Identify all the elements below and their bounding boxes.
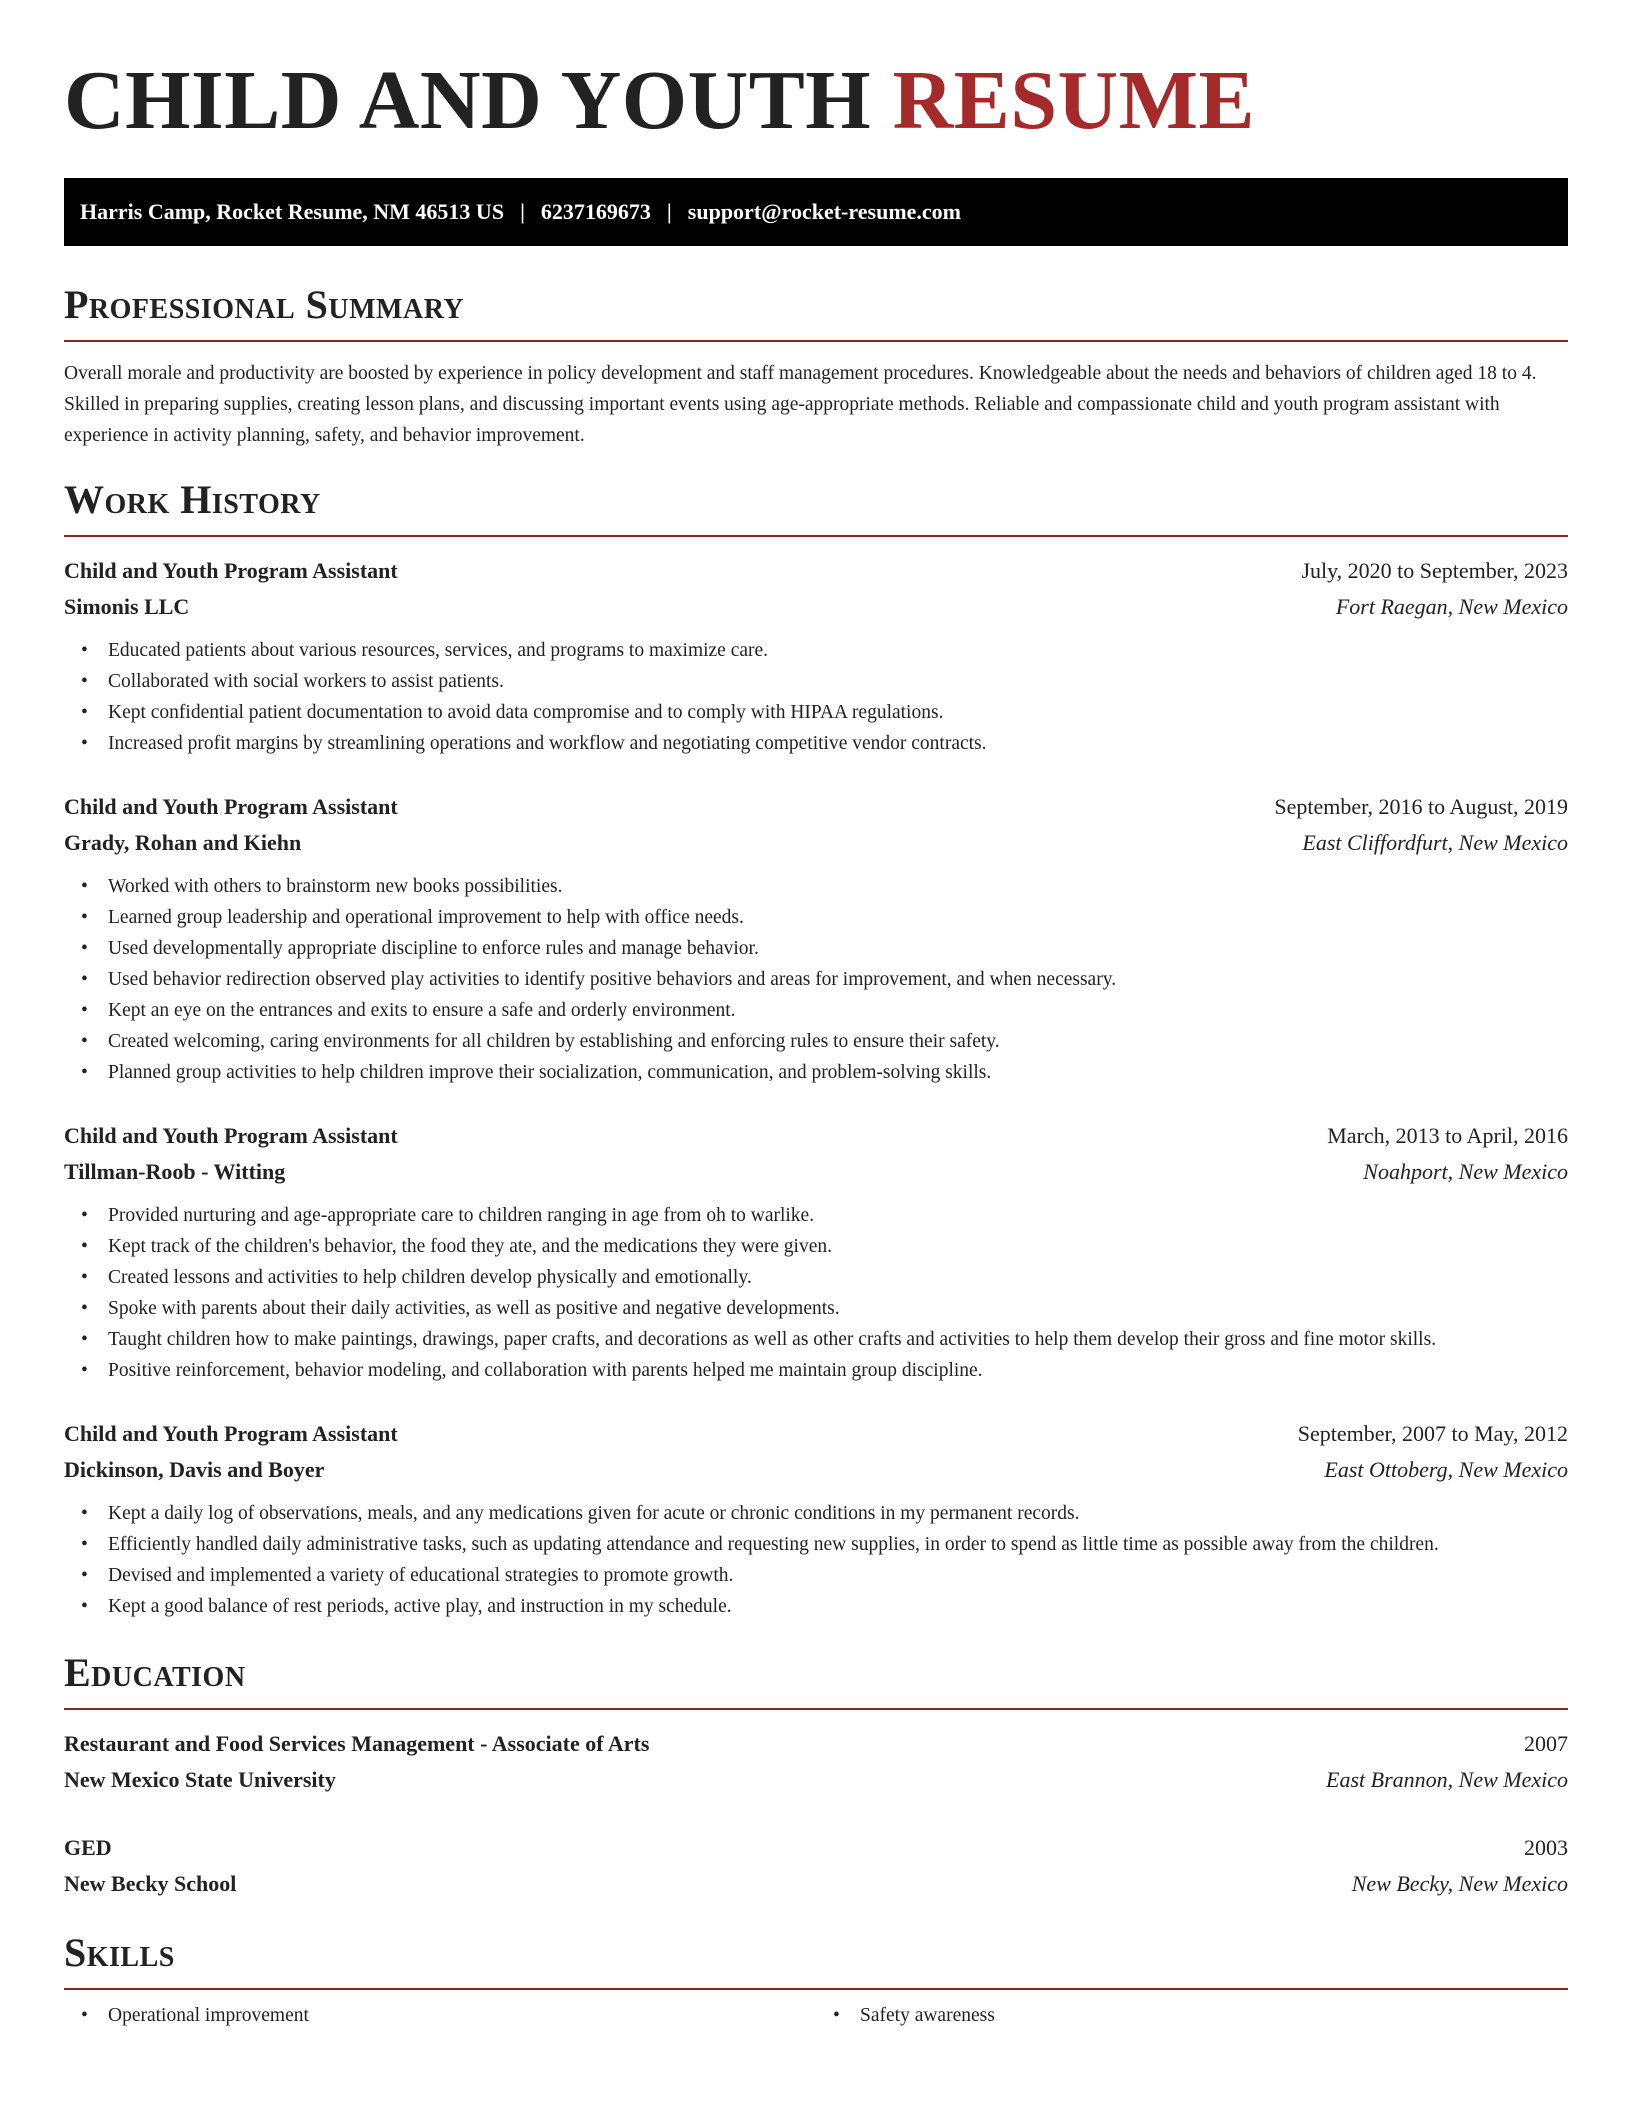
- job-bullets: [64, 1200, 1568, 1386]
- list-item: • Kept track of the children's behavior, the food they ate, and the medications they were given.: [108, 1231, 1568, 1262]
- education-heading: Education: [64, 1650, 246, 1695]
- summary-heading: Professional Summary: [64, 282, 465, 327]
- list-item: • Kept a daily log of observations, meals, and any medications given for acute or chronic conditions in my permanent records.: [108, 1498, 1568, 1529]
- list-item: • Operational improvement: [108, 2000, 816, 2031]
- list-item: • Used developmentally appropriate discipline to enforce rules and manage behavior.: [108, 933, 1568, 964]
- list-item: • Safety awareness: [860, 2000, 1568, 2031]
- job-company: Dickinson, Davis and Boyer: [64, 1457, 325, 1482]
- list-item: • Devised and implemented a variety of educational strategies to promote growth.: [108, 1560, 1568, 1591]
- job-title: Child and Youth Program Assistant: [64, 794, 398, 819]
- list-item: • Learned group leadership and operational improvement to help with office needs.: [108, 902, 1568, 933]
- list-item: • Educated patients about various resources, services, and programs to maximize care.: [108, 635, 1568, 666]
- job-location: Fort Raegan, New Mexico: [1335, 594, 1568, 619]
- education-degree: Restaurant and Food Services Management - Associate of Arts: [64, 1731, 650, 1756]
- contact-bar: [64, 178, 1568, 246]
- list-item: • Efficiently handled daily administrative tasks, such as updating attendance and requesting new supplies, in order to spend as little time as possible away from the children.: [108, 1529, 1568, 1560]
- job-dates: July, 2020 to September, 2023: [1301, 558, 1568, 583]
- job-company: Simonis LLC: [64, 594, 190, 619]
- list-item: • Created welcoming, caring environments for all children by establishing and enforcing rules to ensure their safety.: [108, 1026, 1568, 1057]
- job-dates: September, 2007 to May, 2012: [1297, 1421, 1568, 1446]
- section-divider: [64, 535, 1568, 537]
- title-main: CHILD AND YOUTH: [64, 54, 872, 147]
- job-bullets: [64, 871, 1568, 1088]
- list-item: • Spoke with parents about their daily activities, as well as positive and negative developments.: [108, 1293, 1568, 1324]
- education-location: New Becky, New Mexico: [1351, 1871, 1568, 1896]
- list-item: • Provided nurturing and age-appropriate care to children ranging in age from oh to warlike.: [108, 1200, 1568, 1231]
- list-item: • Kept an eye on the entrances and exits to ensure a safe and orderly environment.: [108, 995, 1568, 1026]
- list-item: • Increased profit margins by streamlining operations and workflow and negotiating competitive vendor contracts.: [108, 728, 1568, 759]
- skills-list-left: [64, 2000, 816, 2031]
- job-entry: [64, 553, 1568, 759]
- job-entry: [64, 789, 1568, 1088]
- job-bullets: [64, 635, 1568, 759]
- job-company: Grady, Rohan and Kiehn: [64, 830, 302, 855]
- list-item: • Kept a good balance of rest periods, active play, and instruction in my schedule.: [108, 1591, 1568, 1622]
- skills-heading: Skills: [64, 1930, 175, 1975]
- section-divider: [64, 1988, 1568, 1990]
- job-entry: [64, 1416, 1568, 1622]
- contact-email: support@rocket-resume.com: [687, 199, 961, 224]
- list-item: • Kept confidential patient documentation to avoid data compromise and to comply with HIPAA regulations.: [108, 697, 1568, 728]
- list-item: • Planned group activities to help children improve their socialization, communication, and problem-solving skills.: [108, 1057, 1568, 1088]
- contact-separator: |: [520, 199, 525, 224]
- list-item: • Collaborated with social workers to assist patients.: [108, 666, 1568, 697]
- job-bullets: [64, 1498, 1568, 1622]
- education-year: 2007: [1524, 1731, 1568, 1756]
- job-title: Child and Youth Program Assistant: [64, 558, 398, 583]
- job-company: Tillman-Roob - Witting: [64, 1159, 286, 1184]
- job-dates: September, 2016 to August, 2019: [1274, 794, 1568, 819]
- section-divider: [64, 1708, 1568, 1710]
- education-school: New Becky School: [64, 1871, 237, 1896]
- list-item: • Positive reinforcement, behavior modeling, and collaboration with parents helped me maintain group discipline.: [108, 1355, 1568, 1386]
- education-section: [64, 1650, 1568, 1902]
- list-item: • Taught children how to make paintings, drawings, paper crafts, and decorations as well as other crafts and activities to help them develop their gross and fine motor skills.: [108, 1324, 1568, 1355]
- contact-separator: |: [666, 199, 672, 224]
- education-school: New Mexico State University: [64, 1767, 336, 1792]
- job-dates: March, 2013 to April, 2016: [1327, 1123, 1568, 1148]
- work-section: [64, 477, 1568, 1622]
- list-item: • Worked with others to brainstorm new books possibilities.: [108, 871, 1568, 902]
- job-title: Child and Youth Program Assistant: [64, 1123, 398, 1148]
- section-divider: [64, 340, 1568, 342]
- work-heading: Work History: [64, 477, 321, 522]
- education-location: East Brannon, New Mexico: [1326, 1767, 1568, 1792]
- skills-list-right: [816, 2000, 1568, 2031]
- education-entry: [64, 1830, 1568, 1902]
- skills-grid: [64, 2000, 1568, 2031]
- summary-text: Overall morale and productivity are boosted by experience in policy development and staff management procedures. Knowledgeable about the needs and behaviors of children aged 18 to 4. Skilled in preparing supplies, creating lesson plans, and discussing important events using age-appropriate methods. Reliable and compassionate child and youth program assistant with experience in activity planning, safety, and behavior improvement.: [64, 363, 1537, 446]
- job-entry: [64, 1118, 1568, 1386]
- job-location: Noahport, New Mexico: [1363, 1159, 1568, 1184]
- job-title: Child and Youth Program Assistant: [64, 1421, 398, 1446]
- education-year: 2003: [1524, 1835, 1568, 1860]
- education-entry: [64, 1726, 1568, 1798]
- list-item: • Used behavior redirection observed play activities to identify positive behaviors and areas for improvement, and when necessary.: [108, 964, 1568, 995]
- title-accent: RESUME: [892, 54, 1256, 147]
- skills-section: [64, 1930, 1568, 2031]
- contact-phone: 6237169673: [540, 199, 651, 224]
- list-item: • Created lessons and activities to help children develop physically and emotionally.: [108, 1262, 1568, 1293]
- job-location: East Ottoberg, New Mexico: [1324, 1457, 1568, 1482]
- summary-section: [64, 282, 1568, 451]
- contact-address: Harris Camp, Rocket Resume, NM 46513 US: [80, 199, 505, 224]
- resume-title: [64, 0, 1568, 147]
- job-location: East Cliffordfurt, New Mexico: [1302, 830, 1568, 855]
- education-degree: GED: [64, 1835, 112, 1860]
